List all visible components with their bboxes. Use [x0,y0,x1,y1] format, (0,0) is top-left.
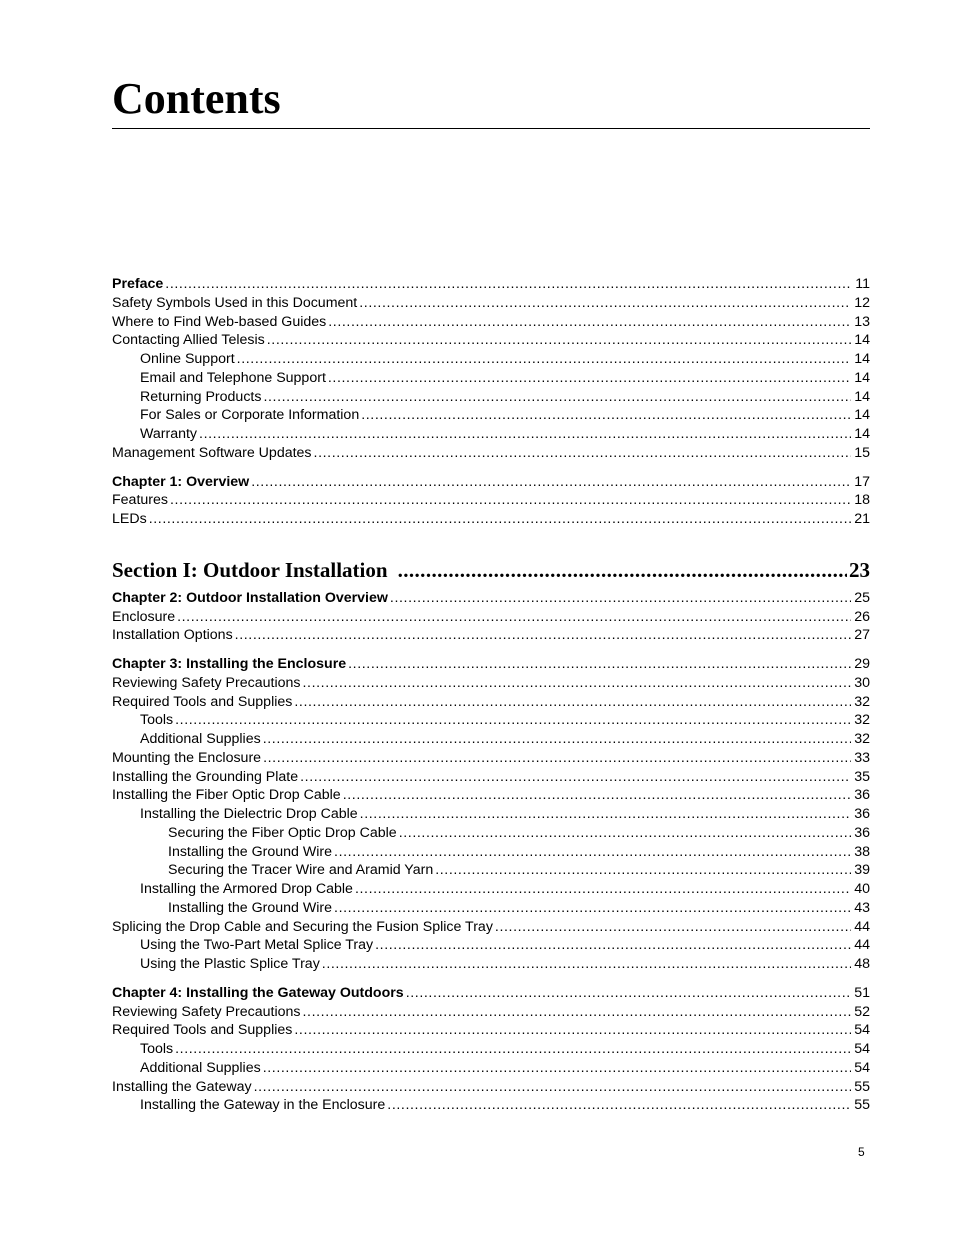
toc-entry-page: 44 [854,937,870,954]
toc-dot-leader [322,955,851,974]
toc-dot-leader [355,880,851,899]
toc-chapter-entry[interactable] [112,655,870,674]
toc-entry-page: 36 [854,824,870,841]
toc-dot-leader [177,608,851,627]
toc-dot-leader [334,899,851,918]
toc-entry-label: Management Software Updates [112,444,312,461]
toc-entry-label: Using the Two-Part Metal Splice Tray [140,937,374,954]
toc-entry-label: Reviewing Safety Precautions [112,674,301,691]
page-number: 5 [858,1145,865,1159]
toc-entry-label: Online Support [140,351,235,367]
toc-entry-page: 36 [854,787,870,804]
toc-dot-leader [328,313,851,332]
toc-entry[interactable] [112,786,870,805]
toc-entry-label: Securing the Tracer Wire and Aramid Yarn [168,862,434,879]
toc-entry-label: Where to Find Web-based Guides [112,313,327,330]
toc-entry-page: 32 [854,693,870,710]
toc-entry-label: Required Tools and Supplies [112,693,293,710]
toc-entry[interactable] [112,899,870,918]
toc-entry-label: Installing the Gateway in the Enclosure [140,1097,386,1114]
toc-entry-page: 18 [854,492,870,509]
toc-entry-page: 48 [854,956,870,972]
toc-dot-leader [170,491,851,510]
toc-entry-page: 13 [854,313,870,330]
toc-entry[interactable] [112,1021,870,1040]
toc-entry-page: 14 [854,407,870,424]
toc-dot-leader [300,768,851,787]
toc-entry-label: Chapter 3: Installing the Enclosure [112,656,347,672]
toc-dot-leader [251,473,851,492]
toc-chapter-entry[interactable] [112,473,870,492]
toc-entry-page: 35 [854,768,870,785]
toc-entry-page: 54 [854,1022,870,1039]
toc-entry-label: Enclosure [112,608,176,625]
toc-entry-label: Installation Options [112,627,233,644]
toc-entry-page: 36 [854,806,870,822]
toc-entry-label: Tools [140,712,174,729]
toc-entry-label: Warranty [140,426,198,442]
toc-entry-page: 30 [854,674,870,691]
toc-entry-label: Chapter 1: Overview [112,473,250,490]
toc-entry[interactable] [112,406,870,425]
toc-dot-leader [328,369,851,388]
toc-chapter-entry[interactable] [112,589,870,608]
toc-entry-page: 11 [855,276,870,292]
toc-entry-label: Chapter 2: Outdoor Installation Overview [112,589,388,606]
toc-entry-label: Section I: Outdoor Installation [112,557,388,582]
toc-entry[interactable] [112,768,870,787]
toc-entry-page: 14 [854,369,870,386]
toc-entry[interactable] [112,425,870,444]
toc-entry-page: 39 [854,862,870,879]
toc-dot-leader [294,1021,851,1040]
toc-dot-leader [390,589,851,608]
toc-entry[interactable] [112,1003,870,1022]
toc-entry-label: Installing the Dielectric Drop Cable [140,806,358,822]
toc-entry-page: 12 [854,294,870,311]
toc-dot-leader [360,805,852,824]
toc-dot-leader [348,655,851,674]
title-divider [112,128,870,129]
toc-entry-page: 44 [854,918,870,935]
toc-entry[interactable] [112,331,870,350]
toc-dot-leader [199,425,851,444]
toc-entry[interactable] [112,491,870,510]
toc-entry[interactable] [112,1078,870,1097]
toc-dot-leader [387,1096,851,1115]
toc-entry-page: 25 [854,589,870,606]
toc-entry-label: Tools [140,1041,174,1057]
toc-dot-leader [343,786,852,805]
toc-entry[interactable] [112,388,870,407]
toc-entry-label: Required Tools and Supplies [112,1022,293,1039]
toc-dot-leader [165,275,852,294]
toc-entry[interactable] [112,880,870,899]
toc-entry[interactable] [112,1040,870,1059]
toc-dot-leader [314,444,852,463]
toc-chapter-entry[interactable] [112,275,870,294]
toc-entry[interactable] [112,294,870,313]
toc-dot-leader [237,350,852,369]
toc-entry-page: 17 [854,473,870,490]
toc-dot-leader [399,824,852,843]
toc-entry-label: Using the Plastic Splice Tray [140,956,320,972]
toc-dot-leader [361,406,851,425]
toc-entry-page: 32 [854,731,870,747]
toc-entry-label: Returning Products [140,388,262,405]
toc-dot-leader [495,918,851,937]
toc-entry-label: Installing the Grounding Plate [112,768,299,785]
toc-entry[interactable] [112,444,870,463]
toc-entry[interactable] [112,824,870,843]
toc-entry[interactable] [112,313,870,332]
toc-dot-leader [398,555,847,585]
toc-entry-page: 43 [854,899,870,916]
toc-entry-label: Installing the Fiber Optic Drop Cable [112,787,341,804]
toc-dot-leader [263,1059,852,1078]
toc-dot-leader [334,843,851,862]
toc-entry[interactable] [112,510,870,529]
toc-dot-leader [254,1078,852,1097]
toc-chapter-entry[interactable] [112,984,870,1003]
toc-entry-page: 52 [854,1003,870,1020]
toc-entry-label: Reviewing Safety Precautions [112,1003,301,1020]
toc-entry-page: 40 [854,881,870,897]
page-title: Contents [112,74,281,123]
toc-entry-label: LEDs [112,511,147,527]
toc-entry[interactable] [112,936,870,955]
table-of-contents [112,275,870,1115]
toc-dot-leader [302,1003,851,1022]
toc-entry-page: 55 [854,1097,870,1114]
toc-entry-label: Email and Telephone Support [140,369,326,386]
toc-entry[interactable] [112,955,870,974]
toc-entry-page: 33 [854,749,870,766]
toc-entry[interactable] [112,861,870,880]
toc-dot-leader [235,626,852,645]
toc-dot-leader [175,711,851,730]
toc-entry-label: Chapter 4: Installing the Gateway Outdoors [112,984,404,1001]
toc-entry[interactable] [112,693,870,712]
toc-entry-label: Installing the Ground Wire [168,843,333,860]
toc-entry-page: 29 [854,656,870,672]
toc-dot-leader [294,693,851,712]
toc-entry-page: 14 [854,351,870,367]
toc-dot-leader [406,984,852,1003]
toc-entry[interactable] [112,711,870,730]
toc-dot-leader [263,749,851,768]
toc-entry-label: Additional Supplies [140,1059,261,1076]
toc-dot-leader [263,730,852,749]
toc-entry-page: 15 [854,444,870,461]
toc-entry-page: 23 [849,557,870,582]
toc-entry[interactable] [112,843,870,862]
toc-entry-page: 14 [854,388,870,405]
toc-entry-label: Safety Symbols Used in this Document [112,294,358,311]
toc-entry-page: 54 [854,1059,870,1076]
toc-entry-page: 55 [854,1078,870,1095]
toc-dot-leader [359,294,851,313]
toc-section-entry[interactable] [112,555,870,585]
toc-entry-page: 38 [854,843,870,860]
toc-entry[interactable] [112,608,870,627]
toc-entry[interactable] [112,1059,870,1078]
toc-entry[interactable] [112,1096,870,1115]
toc-entry[interactable] [112,749,870,768]
toc-entry-label: Features [112,492,168,509]
toc-entry-label: Additional Supplies [140,731,261,747]
toc-entry-label: Mounting the Enclosure [112,749,262,766]
toc-entry-page: 54 [854,1041,870,1057]
toc-entry-label: Securing the Fiber Optic Drop Cable [168,824,397,841]
toc-entry-page: 27 [854,627,870,644]
toc-dot-leader [302,674,851,693]
toc-entry[interactable] [112,918,870,937]
toc-dot-leader [267,331,851,350]
toc-entry[interactable] [112,674,870,693]
toc-entry[interactable] [112,805,870,824]
toc-entry-page: 51 [854,984,870,1001]
toc-entry[interactable] [112,369,870,388]
toc-entry-label: For Sales or Corporate Information [140,407,360,424]
toc-entry-page: 32 [854,712,870,729]
toc-entry-page: 21 [854,511,870,527]
toc-dot-leader [149,510,852,529]
toc-entry-page: 14 [854,426,870,442]
toc-entry-label: Installing the Gateway [112,1078,252,1095]
toc-entry-page: 14 [854,332,870,349]
toc-dot-leader [175,1040,851,1059]
toc-entry-label: Splicing the Drop Cable and Securing the Fusion Splice Tray [112,918,493,935]
toc-dot-leader [375,936,851,955]
toc-entry[interactable] [112,730,870,749]
toc-dot-leader [263,388,851,407]
toc-entry-label: Contacting Allied Telesis [112,332,265,349]
toc-entry-label: Installing the Armored Drop Cable [140,881,353,897]
toc-entry[interactable] [112,626,870,645]
toc-entry-page: 26 [854,608,870,625]
toc-entry-label: Preface [112,276,164,292]
toc-dot-leader [435,861,851,880]
toc-entry-label: Installing the Ground Wire [168,899,333,916]
toc-entry[interactable] [112,350,870,369]
